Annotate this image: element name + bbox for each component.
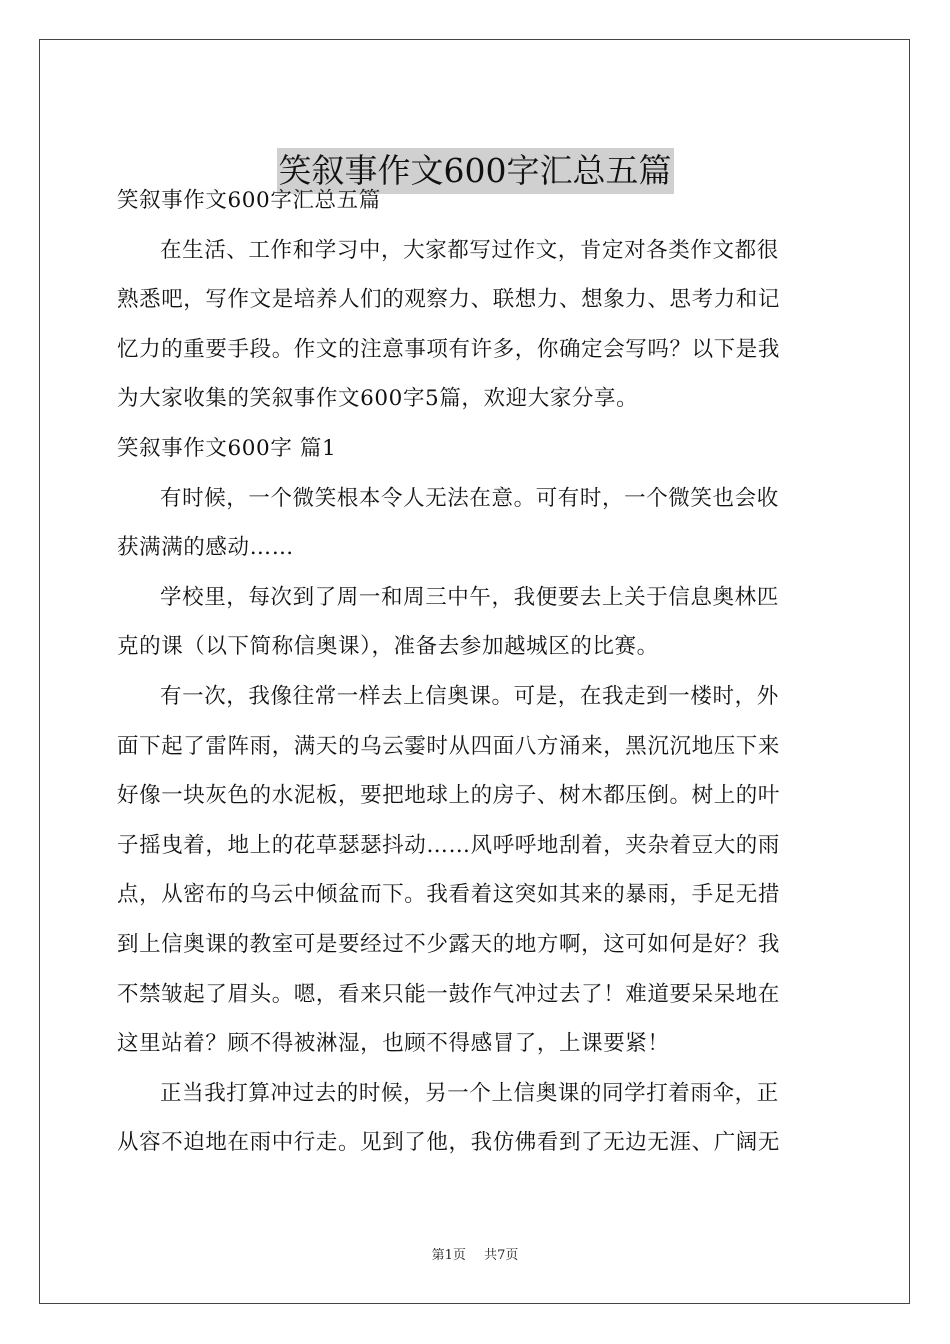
body-line: 好像一块灰色的水泥板，要把地球上的房子、树木都压倒。树上的叶 bbox=[117, 783, 781, 809]
body-line: 从容不迫地在雨中行走。见到了他，我仿佛看到了无边无涯、广阔无 bbox=[117, 1130, 781, 1156]
body-line: 忆力的重要手段。作文的注意事项有许多，你确定会写吗？以下是我 bbox=[117, 336, 781, 362]
page-total: 共7页 bbox=[484, 1248, 519, 1263]
body-line: 正当我打算冲过去的时候，另一个上信奥课的同学打着雨伞，正 bbox=[160, 1080, 779, 1106]
body-line: 在生活、工作和学习中，大家都写过作文，肯定对各类作文都很 bbox=[160, 237, 779, 263]
body-line: 有一次，我像往常一样去上信奥课。可是，在我走到一楼时，外 bbox=[160, 683, 779, 709]
body-line: 熟悉吧，写作文是培养人们的观察力、联想力、想象力、思考力和记 bbox=[117, 287, 781, 313]
document-body bbox=[117, 176, 837, 1168]
body-line: 获满满的感动…… bbox=[117, 535, 294, 561]
body-lines bbox=[117, 226, 837, 1168]
body-line: 笑叙事作文600字 篇1 bbox=[117, 435, 337, 461]
body-line: 到上信奥课的教室可是要经过不少露天的地方啊，这可如何是好？我 bbox=[117, 931, 781, 957]
body-line: 点，从密布的乌云中倾盆而下。我看着这突如其来的暴雨，手足无措 bbox=[117, 882, 781, 908]
document-title: 笑叙事作文600字汇总五篇 bbox=[277, 148, 674, 194]
body-line: 子摇曳着，地上的花草瑟瑟抖动……风呼呼地刮着，夹杂着豆大的雨 bbox=[117, 832, 781, 858]
body-line: 有时候，一个微笑根本令人无法在意。可有时，一个微笑也会收 bbox=[160, 485, 779, 511]
body-line: 不禁皱起了眉头。嗯，看来只能一鼓作气冲过去了！难道要呆呆地在 bbox=[117, 981, 781, 1007]
body-line: 学校里，每次到了周一和周三中午，我便要去上关于信息奥林匹 bbox=[160, 584, 779, 610]
document-subtitle: 笑叙事作文600字汇总五篇 bbox=[117, 188, 381, 213]
body-line: 克的课（以下简称信奥课），准备去参加越城区的比赛。 bbox=[117, 634, 659, 660]
page-number: 第1页 bbox=[431, 1248, 466, 1263]
page-footer bbox=[0, 1246, 950, 1266]
body-line: 这里站着？顾不得被淋湿，也顾不得感冒了，上课要紧！ bbox=[117, 1031, 670, 1057]
body-line: 为大家收集的笑叙事作文600字5篇，欢迎大家分享。 bbox=[117, 386, 639, 412]
body-line: 面下起了雷阵雨，满天的乌云霎时从四面八方涌来，黑沉沉地压下来 bbox=[117, 733, 781, 759]
